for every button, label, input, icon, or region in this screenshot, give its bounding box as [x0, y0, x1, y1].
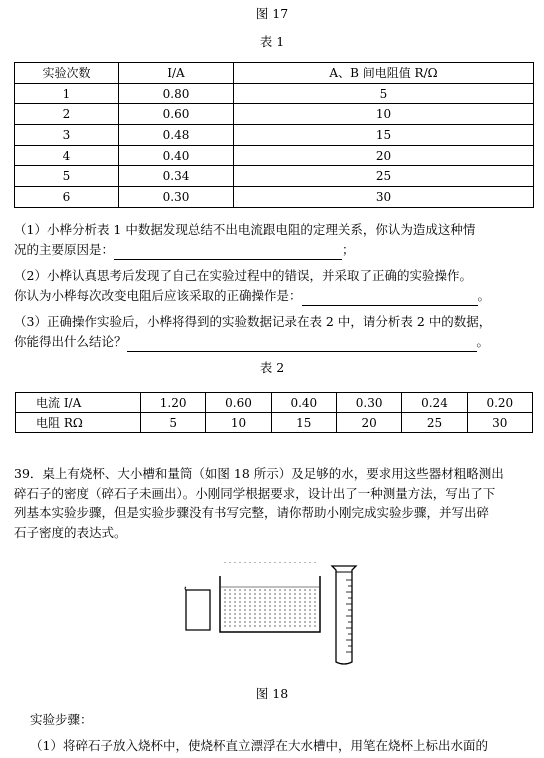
table-2 — [15, 392, 533, 433]
cell: 10 — [206, 413, 271, 433]
answer-blank — [127, 337, 477, 352]
question-39-line2: 碎石子的密度（碎石子未画出）。小刚同学根据要求，设计出了一种测量方法，写出了下 — [14, 485, 496, 501]
cell: 0.20 — [467, 393, 532, 413]
question-39-line4: 石子密度的表达式。 — [14, 524, 127, 540]
question-1-line2: 况的主要原因是： ； — [14, 240, 536, 260]
question-2 — [14, 266, 536, 306]
cell: 20 — [234, 145, 534, 166]
question-1-line1: （1）小桦分析表 1 中数据发现总结不出电流跟电阻的定理关系，你认为造成这种情 — [14, 222, 476, 237]
question-2-line2: 你认为小桦每次改变电阻后应该采取的正确操作是： 。 — [14, 286, 536, 306]
table-1-caption: 表 1 — [259, 34, 285, 49]
table-row — [15, 166, 534, 187]
cell: 5 — [15, 166, 119, 187]
cell: 0.30 — [119, 187, 234, 208]
cell: 20 — [336, 413, 401, 433]
header-trial: 实验次数 — [15, 63, 119, 84]
cell: 1.20 — [141, 393, 206, 413]
table-2-caption: 表 2 — [259, 360, 285, 375]
cell: 0.24 — [402, 393, 467, 413]
question-3 — [14, 312, 536, 352]
table-row — [15, 104, 534, 125]
cell: 0.80 — [119, 83, 234, 104]
cell: 15 — [271, 413, 336, 433]
row-label-current: 电流 I/A — [16, 393, 141, 413]
table-row — [15, 187, 534, 208]
cell: 6 — [15, 187, 119, 208]
table-row — [15, 125, 534, 146]
question-3-line1: （3）正确操作实验后，小桦将得到的实验数据记录在表 2 中，请分析表 2 中的数据， — [14, 314, 492, 329]
table-header-row — [15, 63, 534, 84]
table-row — [15, 145, 534, 166]
table-1 — [14, 62, 534, 208]
cell: 2 — [15, 104, 119, 125]
cell: 30 — [467, 413, 532, 433]
question-1 — [14, 220, 536, 260]
measuring-cylinder-icon — [332, 566, 356, 664]
figure-18-caption: 图 18 — [255, 686, 289, 701]
step-1: （1）将碎石子放入烧杯中，使烧杯直立漂浮在大水槽中，用笔在烧杯上标出水面的 — [30, 738, 488, 753]
cell: 25 — [234, 166, 534, 187]
cell: 0.40 — [119, 145, 234, 166]
cell: 30 — [234, 187, 534, 208]
question-2-line1: （2）小桦认真思考后发现了自己在实验过程中的错误，并采取了正确的实验操作。 — [14, 268, 472, 283]
cell: 0.40 — [271, 393, 336, 413]
cell: 0.60 — [206, 393, 271, 413]
answer-blank — [302, 291, 478, 306]
cell: 1 — [15, 83, 119, 104]
question-39-line3: 列基本实验步骤，但是实验步骤没有书写完整，请你帮助小刚完成实验步骤，并写出碎 — [14, 505, 490, 520]
cell: 0.30 — [336, 393, 401, 413]
cell: 4 — [15, 145, 119, 166]
cell: 0.34 — [119, 166, 234, 187]
table-row — [16, 393, 533, 413]
cell: 0.60 — [119, 104, 234, 125]
header-resistance: A、B 间电阻值 R/Ω — [234, 63, 534, 84]
cell: 10 — [234, 104, 534, 125]
cell: 0.48 — [119, 125, 234, 146]
figure-17-caption: 图 17 — [255, 6, 289, 21]
row-label-resistance: 电阻 RΩ — [16, 413, 141, 433]
steps-title: 实验步骤： — [30, 712, 93, 727]
table-row — [16, 413, 533, 433]
cell: 3 — [15, 125, 119, 146]
cell: 25 — [402, 413, 467, 433]
question-3-line2: 你能得出什么结论？ 。 — [14, 332, 536, 352]
table-row — [15, 83, 534, 104]
cell: 5 — [234, 83, 534, 104]
answer-blank — [114, 245, 342, 260]
water-tank-icon — [220, 562, 320, 632]
figure-18-illustration — [170, 562, 370, 678]
cell: 5 — [141, 413, 206, 433]
header-current: I/A — [119, 63, 234, 84]
question-39-line1: 39．桌上有烧杯、大小槽和量筒（如图 18 所示）及足够的水，要求用这些器材粗略测出 — [14, 466, 504, 481]
beaker-icon — [185, 587, 210, 630]
cell: 15 — [234, 125, 534, 146]
question-39 — [14, 464, 536, 542]
